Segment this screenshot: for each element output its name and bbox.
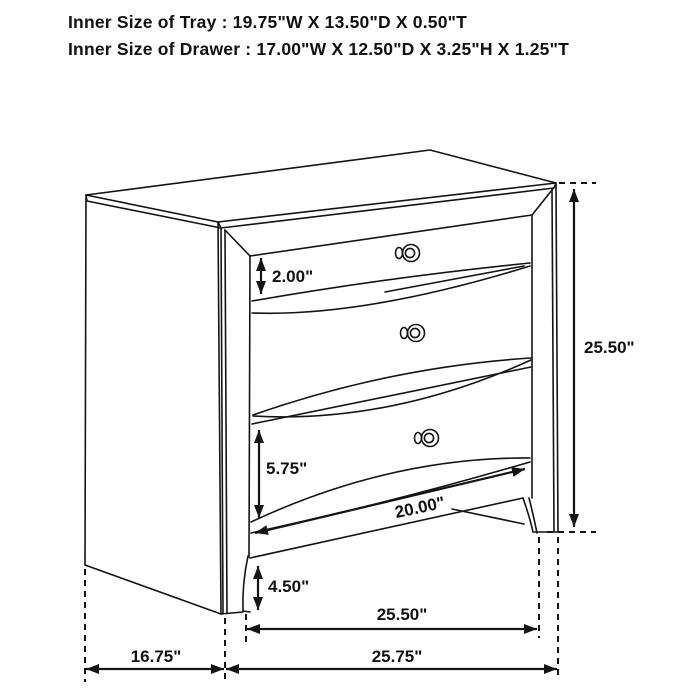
- drawer1-knob: [396, 245, 420, 262]
- left-stile-inner-edge: [249, 256, 250, 557]
- nightstand-outline: [85, 150, 558, 614]
- drawer3-knob: [415, 430, 439, 447]
- front-left-foot: [243, 556, 250, 612]
- apron-bottom-edge: [250, 498, 523, 558]
- drawer2-knob: [401, 325, 425, 342]
- dimension-lines: [86, 189, 574, 669]
- label-side-depth: 16.75": [130, 647, 182, 666]
- label-drawer-width: 20.00": [393, 492, 447, 523]
- tray-inner-size-text: Inner Size of Tray : 19.75"W X 13.50"D X 0.50"T: [68, 12, 468, 32]
- label-overall-width: 25.75": [371, 647, 423, 666]
- side-front-edge: [221, 228, 227, 613]
- front-right-foot: [523, 498, 558, 533]
- dimension-labels: [131, 267, 635, 666]
- drawer1-lip-inner-curve: [385, 266, 524, 292]
- apron-foot-notch: [452, 509, 524, 524]
- dim-line-drawer-width: [255, 469, 525, 533]
- front-frame-inner-top: [250, 215, 532, 256]
- label-overall-height: 25.50": [584, 338, 635, 357]
- bottom-edge-connector: [221, 612, 243, 614]
- label-tray-face-height: 2.00": [272, 267, 314, 286]
- extension-lines: [85, 183, 596, 682]
- side-panel: [85, 195, 221, 614]
- label-bottom-drawer-height: 5.75": [266, 459, 308, 478]
- drawer2-lip-bottom-curve: [253, 360, 531, 417]
- top-surface: [86, 150, 556, 222]
- drawer-inner-size-text: Inner Size of Drawer : 17.00"W X 12.50"D X 3.25"H X 1.25"T: [68, 39, 569, 59]
- front-frame-miters: [225, 185, 556, 256]
- drawer3-top-edge: [252, 367, 531, 424]
- label-base-rail-height: 4.50": [268, 577, 310, 596]
- label-front-width: 25.50": [376, 605, 428, 624]
- cabinet-right-edge: [552, 184, 558, 531]
